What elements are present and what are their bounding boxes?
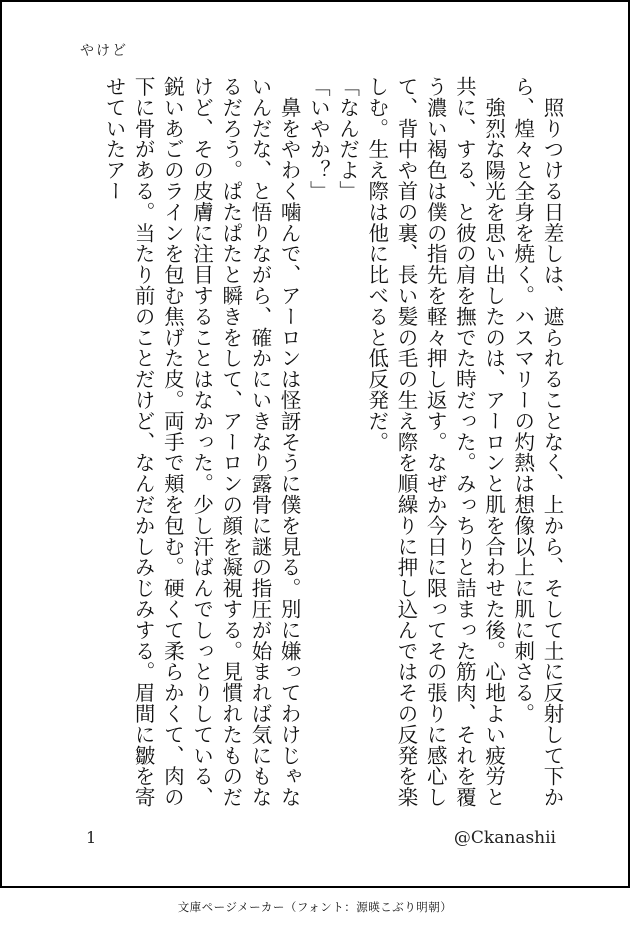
paragraph: 鼻をやわく噛んで、アーロンは怪訝そうに僕を見る。別に嫌ってわけじゃないんだな、と悟りながら、確かにいきなり露骨に謎の指圧が始まれば気にもなるだろう。ぱたぱたと瞬きをして、アーロンの顔を凝視する。見慣れたものだけど、その皮膚に注目することはなかった。少し汗ばんでしっとりしている、鋭いあごのラインを包む焦げた皮。両手で頬を包む。硬くて柔らかくて、肉の下に骨がある。当たり前のことだけど、なんだかしみじみする。眉間に皺を寄せていたアー bbox=[101, 76, 302, 808]
author-handle: @Ckanashii bbox=[453, 828, 556, 848]
running-title: やけど bbox=[80, 43, 128, 59]
page-number: 1 bbox=[86, 828, 97, 847]
paragraph: 強烈な陽光を思い出したのは、アーロンと肌を合わせた後。心地よい疲労と共に、する、と彼の肩を撫でた時だった。みっちりと詰まった筋肉、それを覆う濃い褐色は僕の指先を軽々押し返す。なぜか今日に限ってその張りに感心して、背中や首の裏、長い髪の毛の生え際を順繰りに押し込んではその反発を楽しむ。生え際は他に比べると低反発だ。 bbox=[364, 76, 506, 808]
generator-credit: 文庫ページメーカー（フォント：源暎こぶり明朝） bbox=[177, 900, 453, 914]
dialogue-line: 「いやか？」 bbox=[306, 76, 331, 202]
paragraph: 照りつける日差しは、遮られることなく、上から、そして土に反射して下から、煌々と全身を焼く。ハスマリーの灼熱は想像以上に肌に刺さる。 bbox=[510, 76, 564, 808]
vertical-body-text bbox=[66, 76, 566, 816]
dialogue-line: 「なんだよ」 bbox=[335, 76, 360, 202]
